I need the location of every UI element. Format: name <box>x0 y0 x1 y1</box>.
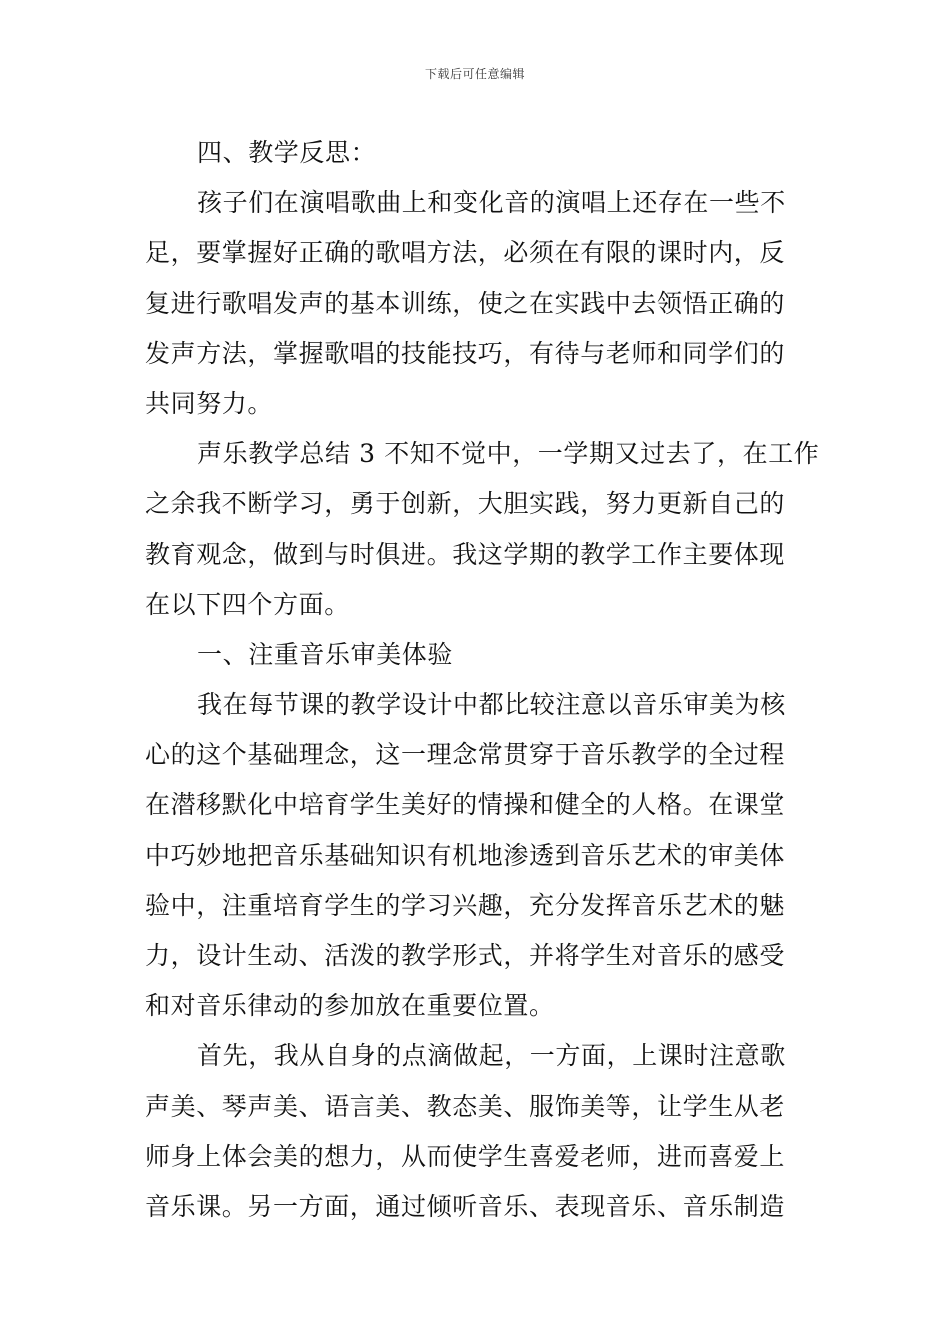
text-line: 共同努力。 <box>145 388 274 418</box>
text-line: 教育观念，做到与时俱进。我这学期的教学工作主要体现 <box>145 539 786 569</box>
text-line: 音乐课。另一方面，通过倾听音乐、表现音乐、音乐制造 <box>145 1191 786 1221</box>
text-line: 力，设计生动、活泼的教学形式，并将学生对音乐的感受 <box>145 941 786 970</box>
text-line: 在潜移默化中培育学生美好的情操和健全的人格。在课堂 <box>145 790 786 820</box>
text-line: 足，要掌握好正确的歌唱方法，必须在有限的课时内，反 <box>145 238 786 268</box>
text-line: 首先，我从自身的点滴做起，一方面，上课时注意歌 <box>197 1041 786 1071</box>
text-line: 之余我不断学习，勇于创新，大胆实践，努力更新自己的 <box>145 489 786 519</box>
section-heading-reflection <box>145 128 810 178</box>
text-line: 在以下四个方面。 <box>145 589 350 619</box>
paragraph-first-point <box>145 1031 810 1232</box>
text-line: 声乐教学总结 3 不知不觉中，一学期又过去了，在工作 <box>197 439 820 469</box>
text-line: 心的这个基础理念，这一理念常贯穿于音乐教学的全过程 <box>145 740 786 770</box>
paragraph-aesthetic-core <box>145 680 810 1031</box>
text-line: 一、注重音乐审美体验 <box>197 639 454 669</box>
text-line: 孩子们在演唱歌曲上和变化音的演唱上还存在一些不 <box>197 188 786 218</box>
text-line: 四、教学反思： <box>197 138 377 167</box>
paragraph-summary-intro <box>145 429 820 630</box>
text-line: 中巧妙地把音乐基础知识有机地渗透到音乐艺术的审美体 <box>145 840 786 870</box>
text-line: 和对音乐律动的参加放在重要位置。 <box>145 991 555 1021</box>
text-line: 我在每节课的教学设计中都比较注意以音乐审美为核 <box>197 690 786 720</box>
text-line: 发声方法，掌握歌唱的技能技巧，有待与老师和同学们的 <box>145 338 786 368</box>
document-body <box>145 128 820 1232</box>
text-line: 声美、琴声美、语言美、教态美、服饰美等，让学生从老 <box>145 1091 786 1121</box>
text-line: 复进行歌唱发声的基本训练，使之在实践中去领悟正确的 <box>145 288 786 318</box>
section-heading-aesthetic <box>145 630 810 680</box>
text-line: 师身上体会美的想力，从而使学生喜爱老师，进而喜爱上 <box>145 1141 786 1171</box>
page-header-note: 下载后可任意编辑 <box>424 67 525 81</box>
paragraph-reflection <box>145 178 810 429</box>
text-line: 验中，注重培育学生的学习兴趣，充分发挥音乐艺术的魅 <box>145 890 786 920</box>
